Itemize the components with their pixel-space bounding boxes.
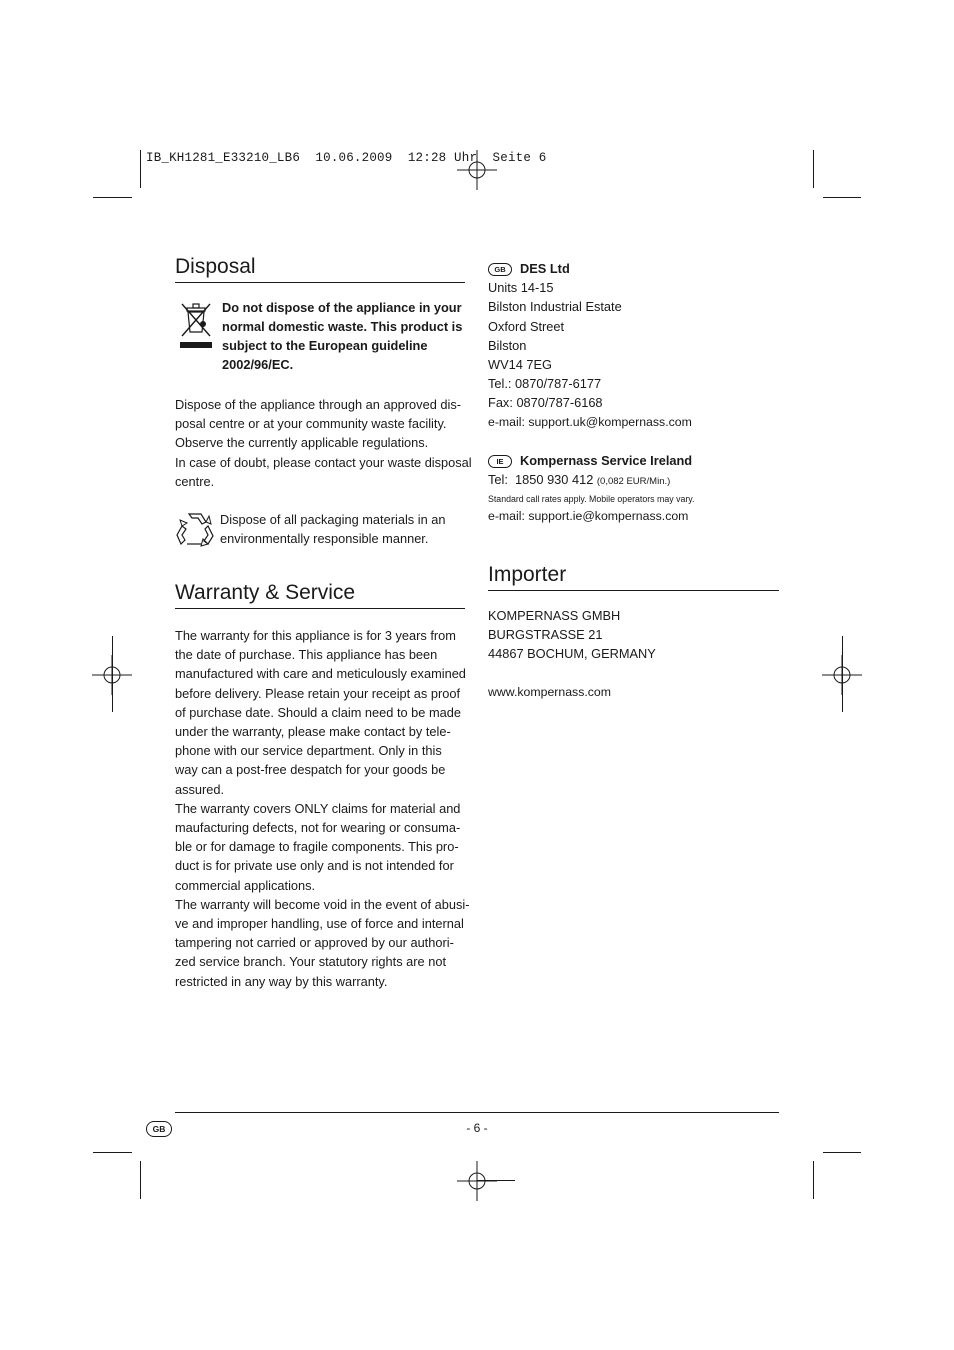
service-ie-title	[488, 451, 779, 470]
service-ie	[488, 451, 779, 527]
email-link[interactable]: e-mail: support.ie@kompernass.com	[488, 509, 689, 524]
warranty-line: tampering not carried or approved by our authori-	[175, 935, 454, 951]
address-line: WV14 7EG	[488, 357, 553, 373]
warranty-line: before delivery. Please retain your receipt as proof	[175, 685, 460, 701]
email-link[interactable]: e-mail: support.uk@kompernass.com	[488, 414, 692, 429]
warranty-line: commercial applications.	[175, 877, 316, 893]
warranty-line: restricted in any way by this warranty.	[175, 973, 388, 989]
disposal-section	[175, 254, 465, 283]
crossed-out-bin-icon	[178, 300, 214, 350]
crop-mark	[477, 1180, 515, 1181]
warranty-line: ble or for damage to fragile components. This pro-	[175, 839, 459, 855]
notice-line: subject to the European guideline	[222, 338, 428, 353]
recycle-icon	[175, 510, 215, 548]
warranty-line: The warranty covers ONLY claims for material and	[175, 800, 461, 816]
fax-line: Fax: 0870/787-6168	[488, 395, 603, 411]
address-line: Units 14-15	[488, 280, 554, 296]
warranty-line: way can a post-free despatch for your goods be	[175, 762, 446, 778]
tel-rate: (0,082 EUR/Min.)	[596, 476, 671, 488]
website-link[interactable]: www.kompernass.com	[488, 685, 612, 699]
warranty-line: manufactured with care and meticulously examined	[175, 666, 466, 682]
warranty-section	[175, 580, 465, 609]
phone-line	[488, 470, 779, 491]
crop-mark	[140, 150, 141, 188]
tel-label: Tel:	[488, 472, 508, 488]
address-line: Oxford Street	[488, 318, 565, 334]
paragraph-line: Dispose of the appliance through an approved dis-	[175, 397, 461, 412]
phone-line: Tel.: 0870/787-6177	[488, 376, 602, 392]
crop-mark	[813, 150, 814, 188]
warranty-line: phone with our service department. Only in this	[175, 743, 442, 759]
registration-mark-icon	[457, 1161, 497, 1201]
crop-mark	[823, 1152, 861, 1153]
notice-line: 2002/96/EC.	[222, 357, 294, 372]
importer-line: BURGSTRASSE 21	[488, 627, 603, 643]
service-gb-name: DES Ltd	[520, 261, 570, 276]
registration-mark-icon	[457, 150, 497, 190]
crop-mark	[842, 636, 843, 712]
packaging-line: Dispose of all packaging materials in an	[220, 512, 446, 527]
warranty-text	[175, 626, 470, 991]
warranty-heading: Warranty & Service	[175, 580, 465, 609]
importer-heading: Importer	[488, 562, 779, 591]
service-ie-name: Kompernass Service Ireland	[520, 453, 693, 468]
disposal-notice	[222, 298, 467, 374]
importer-line: 44867 BOCHUM, GERMANY	[488, 646, 656, 662]
print-slug: IB_KH1281_E33210_LB6 10.06.2009 12:28 Uhr Seite 6	[146, 151, 547, 165]
address-line: Bilston Industrial Estate	[488, 299, 622, 315]
crop-mark	[140, 1161, 141, 1199]
disposal-heading: Disposal	[175, 254, 465, 283]
warranty-line: ve and improper handling, use of force and internal	[175, 916, 464, 932]
address-line: Bilston	[488, 337, 527, 353]
disposal-paragraph	[175, 395, 472, 491]
warranty-line: The warranty will become void in the event of abusi-	[175, 896, 470, 912]
importer-section	[488, 562, 779, 591]
country-badge: GB	[488, 263, 512, 276]
paragraph-line: In case of doubt, please contact your waste disposal	[175, 454, 472, 470]
warranty-line: the date of purchase. This appliance has been	[175, 647, 438, 663]
warranty-line: maufacturing defects, not for wearing or consuma-	[175, 820, 461, 836]
service-gb-title	[488, 259, 779, 278]
paragraph-line: posal centre or at your community waste facility.	[175, 416, 447, 432]
footer-rule	[175, 1112, 779, 1113]
warranty-line: zed service branch. Your statutory rights are not	[175, 954, 447, 970]
notice-line: Do not dispose of the appliance in your	[222, 300, 462, 315]
importer-address	[488, 606, 779, 664]
tel-number: 1850 930 412	[515, 472, 594, 488]
country-badge: IE	[488, 455, 512, 468]
warranty-line: duct is for private use only and is not intended for	[175, 858, 454, 874]
importer-line: KOMPERNASS GMBH	[488, 608, 621, 623]
crop-mark	[823, 197, 861, 198]
warranty-line: The warranty for this appliance is for 3 years from	[175, 628, 456, 643]
notice-line: normal domestic waste. This product is	[222, 319, 463, 334]
warranty-line: of purchase date. Should a claim need to be made	[175, 704, 461, 720]
crop-mark	[112, 636, 113, 712]
service-gb	[488, 259, 779, 432]
crop-mark	[93, 197, 132, 198]
crop-mark	[93, 1152, 132, 1153]
paragraph-line: centre.	[175, 473, 215, 489]
warranty-line: assured.	[175, 781, 225, 797]
warranty-line: under the warranty, please make contact by tele-	[175, 724, 451, 740]
crop-mark	[813, 1161, 814, 1199]
packaging-line: environmentally responsible manner.	[220, 531, 429, 547]
footer-country-badge: GB	[146, 1121, 172, 1137]
rates-note: Standard call rates apply. Mobile operators may vary.	[488, 494, 695, 505]
page-number: - 6 -	[466, 1121, 488, 1135]
packaging-note	[220, 510, 470, 548]
paragraph-line: Observe the currently applicable regulations.	[175, 435, 429, 451]
